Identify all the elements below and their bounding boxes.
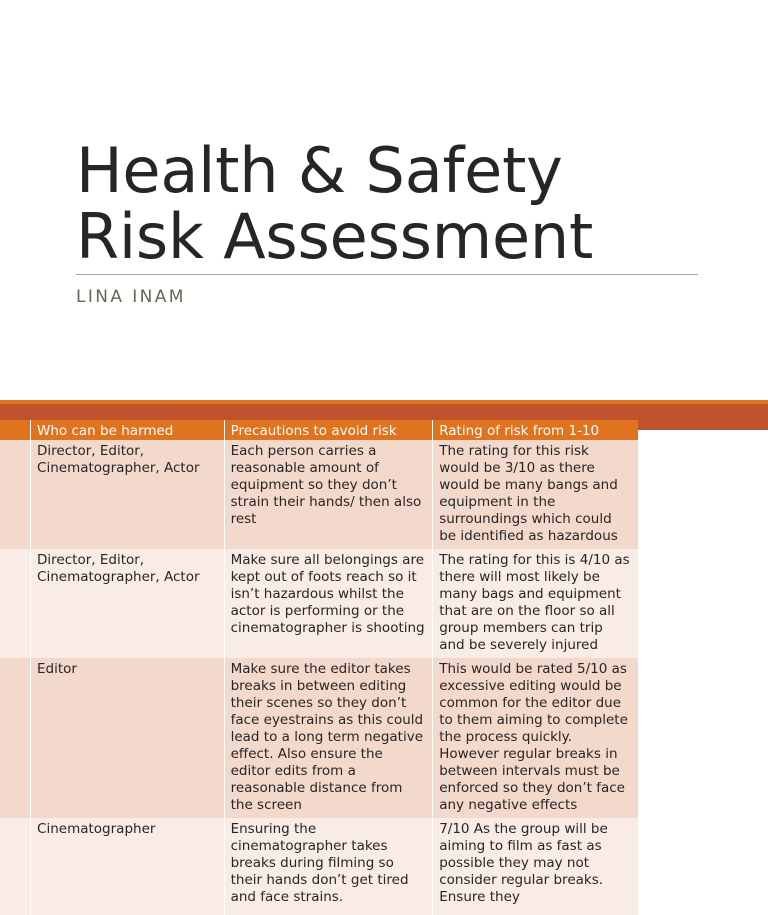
slide-title-line-1: Health & Safety: [76, 134, 563, 207]
table-header-row: [0, 420, 638, 440]
cell-hazard: [0, 549, 31, 658]
cell-who-harmed: Cinematographer: [31, 818, 225, 915]
cell-risk-rating: The rating for this is 4/10 as there will most likely be many bags and equipment that are on the floor so all group members can trip and be severely injured: [433, 549, 638, 658]
header-hazards: [0, 420, 31, 440]
cell-risk-rating: This would be rated 5/10 as excessive editing would be common for the editor due to them aiming to complete the process quickly. However regular breaks in between intervals must be enforced so they don’t face any negative effects: [433, 658, 638, 818]
cell-who-harmed: Director, Editor, Cinematographer, Actor: [31, 549, 225, 658]
slide-title-line-2: Risk Assessment: [76, 200, 594, 273]
table-row: [0, 549, 638, 658]
table-row: [0, 818, 638, 915]
risk-assessment-table: [0, 420, 638, 915]
table-row: [0, 440, 638, 549]
cell-precautions: Each person carries a reasonable amount of equipment so they don’t strain their hands/ then also rest: [224, 440, 433, 549]
title-divider: [76, 274, 698, 275]
slide-subtitle: LINA INAM: [76, 287, 186, 307]
header-precautions: Precautions to avoid risk: [224, 420, 433, 440]
cell-who-harmed: Director, Editor, Cinematographer, Actor: [31, 440, 225, 549]
cell-hazard: [0, 818, 31, 915]
cell-precautions: Ensuring the cinematographer takes breaks during filming so their hands don’t get tired and face strains.: [224, 818, 433, 915]
header-risk-rating: Rating of risk from 1-10: [433, 420, 638, 440]
header-who-harmed: Who can be harmed: [31, 420, 225, 440]
cell-precautions: Make sure the editor takes breaks in between editing their scenes so they don’t face eyestrains as this could lead to a long term negative effect. Also ensure the editor edits from a reasonable distance from the screen: [224, 658, 433, 818]
cell-precautions: Make sure all belongings are kept out of foots reach so it isn’t hazardous whilst the actor is performing or the cinematographer is shooting: [224, 549, 433, 658]
cell-risk-rating: 7/10 As the group will be aiming to film as fast as possible they may not consider regular breaks. Ensure they: [433, 818, 638, 915]
cell-who-harmed: Editor: [31, 658, 225, 818]
cell-hazard: [0, 658, 31, 818]
table-row: [0, 658, 638, 818]
cell-risk-rating: The rating for this risk would be 3/10 as there would be many bangs and equipment in the surroundings which could be identified as hazardous: [433, 440, 638, 549]
cell-hazard: [0, 440, 31, 549]
risk-table-viewport: [0, 423, 768, 905]
slide-title: [76, 134, 594, 273]
